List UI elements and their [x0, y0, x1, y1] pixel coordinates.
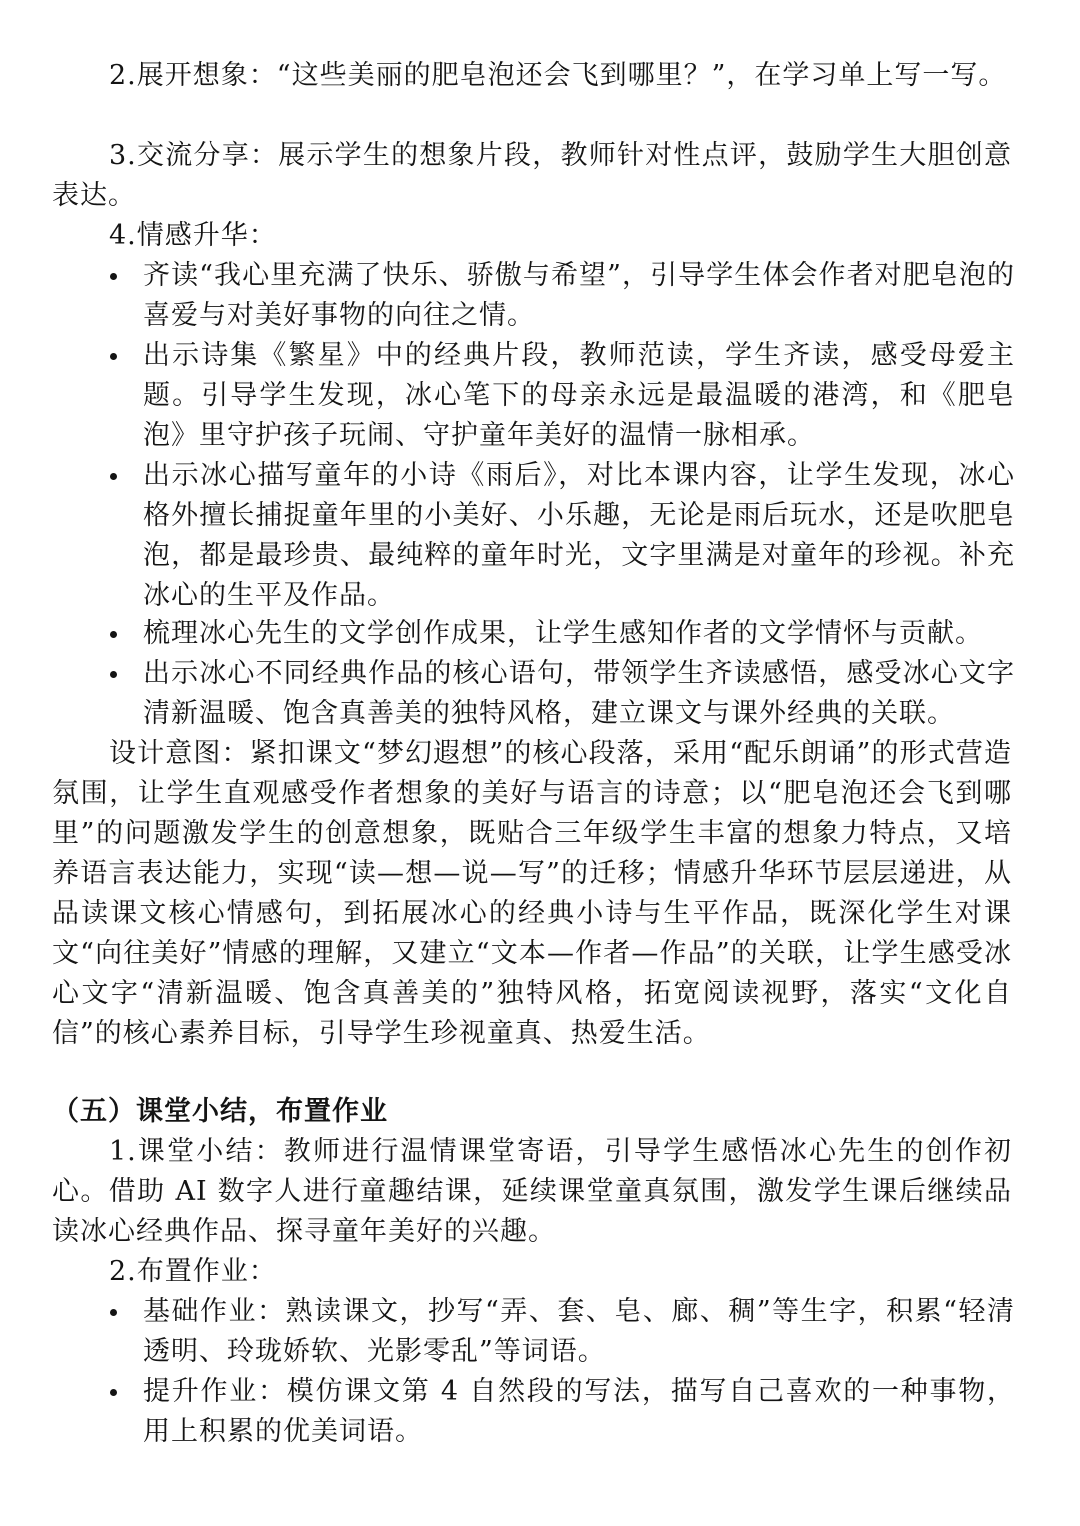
bullet-text: 出示诗集《繁星》中的经典片段，教师范读，学生齐读，感受母爱主题。引导学生发现，冰心笔下的母亲永远是最温暖的港湾，和《肥皂泡》里守护孩子玩闹、守护童年美好的温情一脉相承。: [143, 340, 1015, 451]
list-item: [110, 336, 1015, 456]
bullet-icon: [110, 671, 117, 678]
bullet-icon: [110, 273, 117, 280]
bullet-text: 基础作业：熟读课文，抄写“弄、套、皂、廊、稠”等生字，积累“轻清透明、玲珑娇软、光影零乱”等词语。: [143, 1296, 1015, 1367]
paragraph-sharing: 3.交流分享：展示学生的想象片段，教师针对性点评，鼓励学生大胆创意表达。: [52, 140, 1012, 211]
bullet-text: 齐读“我心里充满了快乐、骄傲与希望”，引导学生体会作者对肥皂泡的喜爱与对美好事物的向往之情。: [143, 260, 1015, 331]
bullet-text: 出示冰心描写童年的小诗《雨后》，对比本课内容，让学生发现，冰心格外擅长捕捉童年里的小美好、小乐趣，无论是雨后玩水，还是吹肥皂泡，都是最珍贵、最纯粹的童年时光，文字里满是对童年的珍视。补充冰心的生平及作品。: [143, 460, 1015, 611]
section-heading: （五）课堂小结，布置作业: [52, 1096, 388, 1127]
list-item: [110, 654, 1015, 734]
list-item: [110, 456, 1015, 616]
bullet-icon: [110, 473, 117, 480]
bullet-text: 提升作业：模仿课文第 4 自然段的写法，描写自己喜欢的一种事物，用上积累的优美词语。: [143, 1376, 1015, 1447]
bullet-icon: [110, 631, 117, 638]
list-item: [110, 1372, 1015, 1452]
paragraph-homework-title: 2.布置作业：: [109, 1256, 277, 1287]
bullet-icon: [110, 1389, 117, 1396]
list-item: [110, 1292, 1015, 1372]
paragraph-summary: 1.课堂小结：教师进行温情课堂寄语，引导学生感悟冰心先生的创作初心。借助 AI 数字人进行童趣结课，延续课堂童真氛围，激发学生课后继续品读冰心经典作品、探寻童年美好的兴趣。: [52, 1136, 1012, 1247]
list-item: [110, 614, 1015, 654]
bullet-icon: [110, 1309, 117, 1316]
paragraph-imagination: 2.展开想象：“这些美丽的肥皂泡还会飞到哪里？”，在学习单上写一写。: [109, 60, 1007, 91]
paragraph-design-intent: 设计意图：紧扣课文“梦幻遐想”的核心段落，采用“配乐朗诵”的形式营造氛围，让学生直观感受作者想象的美好与语言的诗意；以“肥皂泡还会飞到哪里”的问题激发学生的创意想象，既贴合三年级学生丰富的想象力特点，又培养语言表达能力，实现“读—想—说—写”的迁移；情感升华环节层层递进，从品读课文核心情感句，到拓展冰心的经典小诗与生平作品，既深化学生对课文“向往美好”情感的理解，又建立“文本—作者—作品”的关联，让学生感受冰心文字“清新温暖、饱含真善美的”独特风格，拓宽阅读视野，落实“文化自信”的核心素养目标，引导学生珍视童真、热爱生活。: [52, 738, 1012, 1049]
bullet-text: 出示冰心不同经典作品的核心语句，带领学生齐读感悟，感受冰心文字清新温暖、饱含真善美的独特风格，建立课文与课外经典的关联。: [143, 658, 1015, 729]
list-item: [110, 256, 1015, 336]
bullet-icon: [110, 353, 117, 360]
bullet-text: 梳理冰心先生的文学创作成果，让学生感知作者的文学情怀与贡献。: [143, 618, 983, 649]
paragraph-emotion-title: 4.情感升华：: [109, 220, 277, 251]
